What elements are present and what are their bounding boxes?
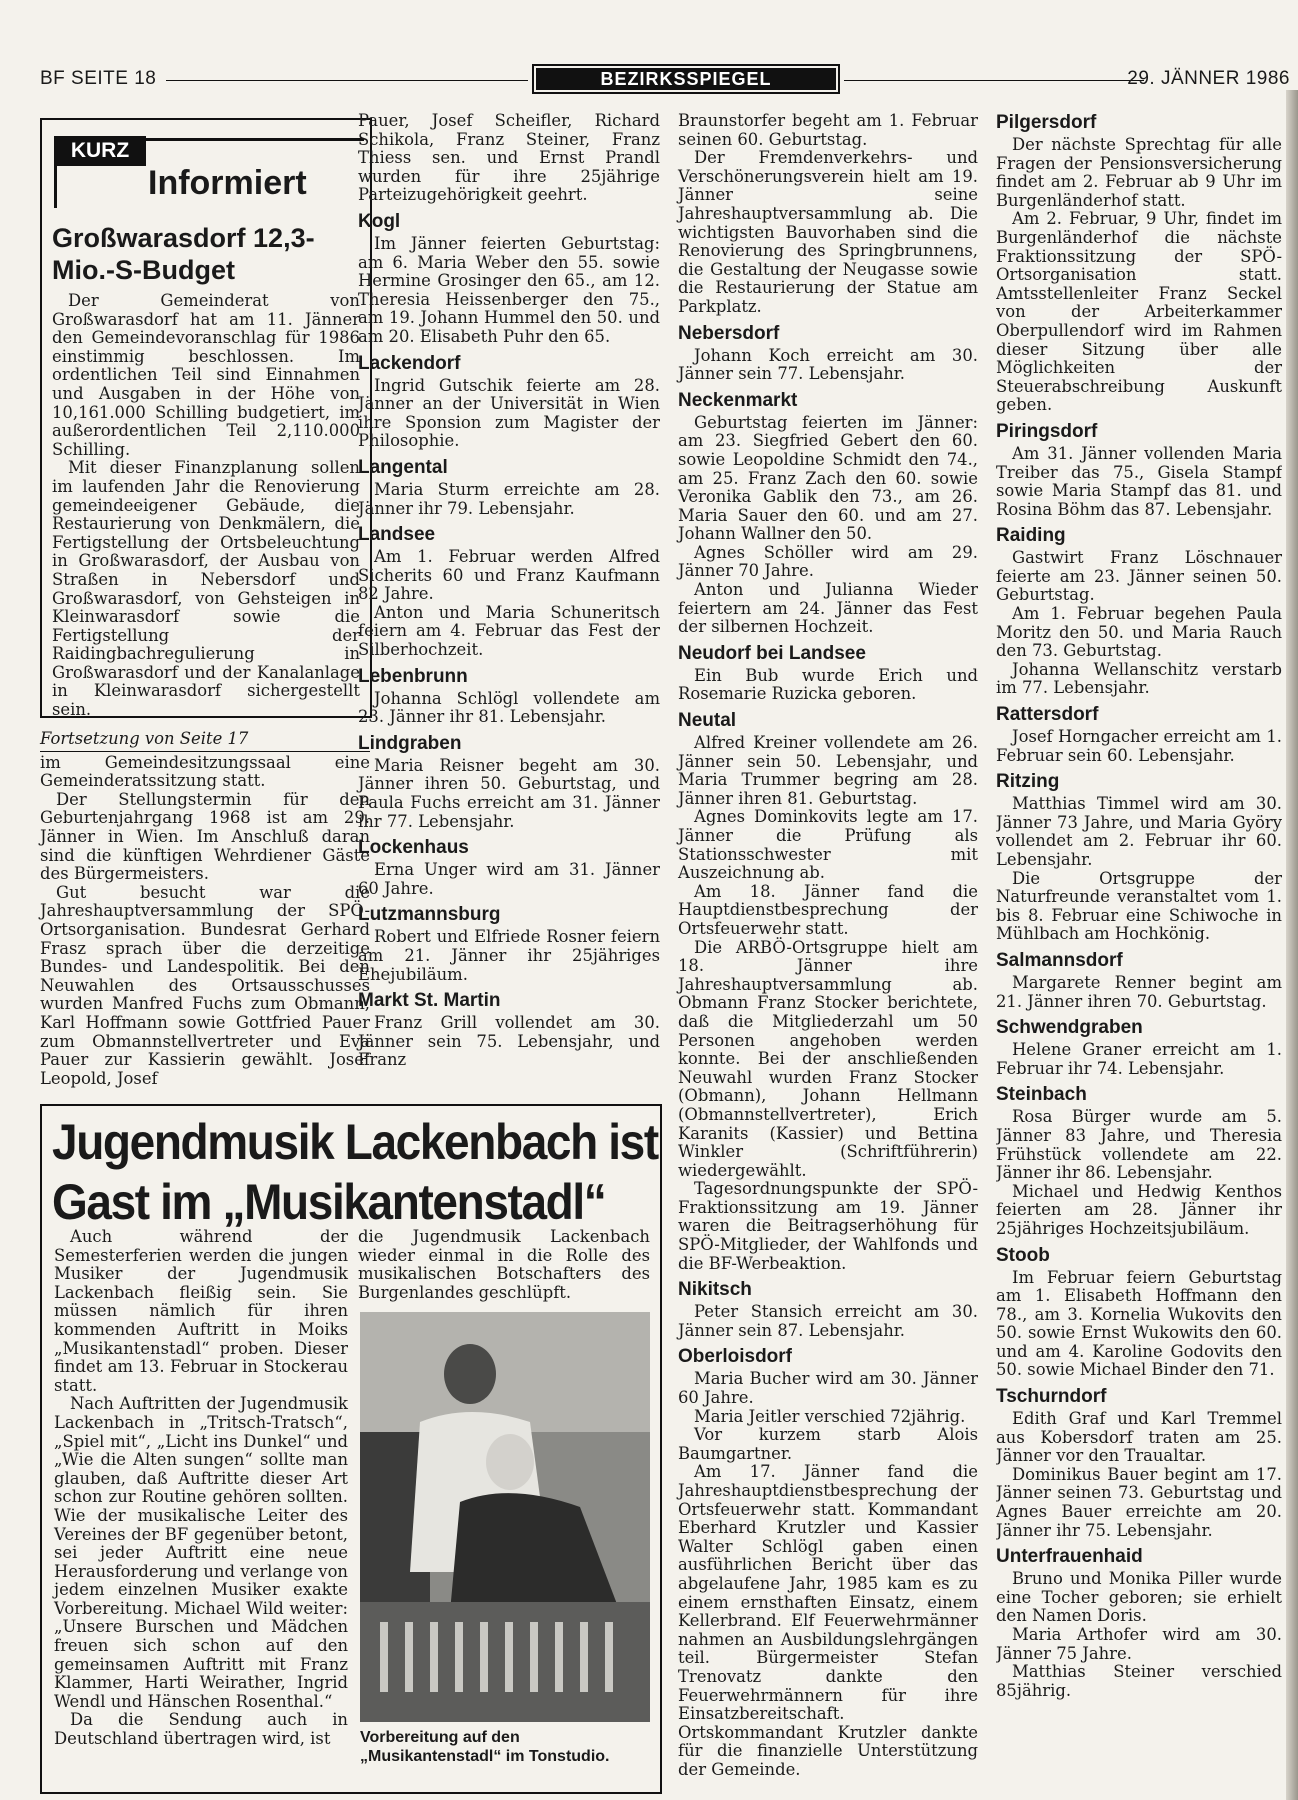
header-rule-left [166, 80, 528, 81]
feature-article [40, 1104, 662, 1794]
town-heading: Kogl [358, 210, 401, 232]
paragraph: Josef Horngacher erreicht am 1. Februar sein 60. Lebensjahr. [996, 727, 1282, 765]
town-heading: Unterfrauenhaid [996, 1546, 1143, 1568]
paragraph: Anton und Julianna Wieder feiertern am 24. Jänner das Fest der silbernen Hochzeit. [678, 580, 978, 637]
paragraph: Johann Koch erreicht am 30. Jänner sein 77. Lebensjahr. [678, 345, 978, 384]
paragraph: Maria Sturm erreichte am 28. Jänner ihr 79. Lebensjahr. [358, 479, 660, 518]
town-heading: Lockenhaus [358, 837, 469, 859]
town-heading: Ritzing [996, 771, 1060, 793]
paragraph: Vor kurzem starb Alois Baumgartner. [678, 1425, 978, 1463]
paragraph: Die ARBÖ-Ortsgruppe hielt am 18. Jänner ihre Jahreshauptversammlung ab. Obmann Franz Stocker berichtete, daß die Mitgliederzahl um 50 Personen angehoben werden konnte. Bei der anschließenden Neuwahl wurden Franz Stocker (Obmann), Johann Hellmann (Obmannstellvertreter), Erich Karanits (Kassier) und Bettina Winkler (Schriftführerin) wiedergewählt. [678, 937, 978, 1180]
studio-photo [360, 1312, 650, 1722]
town-heading: Pilgersdorf [996, 112, 1097, 133]
paragraph: Anton und Maria Schuneritsch feiern am 4. Februar das Fest der Silberhochzeit. [358, 602, 660, 660]
paragraph: Da die Sendung auch in Deutschland übertragen wird, ist [54, 1710, 348, 1749]
headline-line-2: Gast im „Musikantenstadl“ [52, 1174, 606, 1230]
paragraph: Auch während der Semesterferien werden die jungen Musiker der Jugendmusik Lackenbach fleißig sein. Sie müssen nämlich für ihren kommenden Auftritt in Moiks „Musikantenstadl“ proben. Dieser findet am 13. Februar in Stockerau statt. [54, 1227, 348, 1395]
paragraph: Maria Arthofer wird am 30. Jänner 75 Jahre. [996, 1625, 1282, 1663]
continuation-note: Fortsetzung von Seite 17 [40, 729, 249, 748]
kurz-label: KURZ [54, 136, 146, 166]
feature-column-a [54, 1228, 348, 1749]
kurz-informiert-logo [52, 124, 360, 212]
paragraph: Agnes Schöller wird am 29. Jänner 70 Jahre. [678, 542, 978, 581]
header-rule-right [844, 80, 1144, 81]
feature-column-b [358, 1228, 650, 1302]
paragraph: Agnes Dominkovits legte am 17. Jänner die Prüfung als Stationsschwester mit Auszeichnung ab. [678, 807, 978, 883]
paragraph: Erna Unger wird am 31. Jänner 60 Jahre. [358, 860, 660, 898]
paragraph: Die Ortsgruppe der Naturfreunde veranstaltet vom 1. bis 8. Februar eine Schiwoche in Mühlbach am Hochkönig. [996, 868, 1282, 944]
paragraph: Alfred Kreiner vollendete am 26. Jänner sein 50. Lebensjahr, und Maria Trummer begring am 28. Jänner ihren 81. Geburtstag. [678, 733, 978, 808]
paragraph: Geburtstag feierten im Jänner: am 23. Siegfried Gebert den 60. sowie Leopoldine Schmidt den 74., am 25. Franz Zach den 60. sowie Veronika Gablik den 73., am 26. Maria Sauer den 60. und am 27. Johann Wallner den 50. [678, 412, 978, 544]
box-text [52, 292, 360, 720]
paragraph: Der Gemeinderat von Großwarasdorf hat am 11. Jänner den Gemeindevoranschlag für 1986 einstimmig beschlossen. Im ordentlichen Teil sind Einnahmen und Ausgaben in der Höhe von 10,161.000 Schilling budgetiert, im außerordentlichen Teil 2,110.000 Schilling. [52, 291, 360, 459]
paragraph: Dominikus Bauer begint am 17. Jänner seinen 73. Geburtstag und Agnes Bauer erreichte am 20. Jänner ihr 75. Lebensjahr. [996, 1464, 1282, 1540]
paragraph: Am 17. Jänner fand die Jahreshauptdienstbesprechung der Ortsfeuerwehr statt. Kommandant Eberhard Krutzler und Kassier Walter Schlögl gaben einen ausführlichen Bericht über das abgelaufene Jahr, 1985 kam es zu einem ernsthaften Einsatz, einem Kellerbrand. Elf Feuerwehrmänner nahmen an Ausbildungslehrgängen teil. Bürgermeister Stefan Trenovatz dankte den Feuerwehrmännern für ihre Einsatzbereitschaft. Ortskommandant Krutzler dankte für die finanzielle Unterstützung der Gemeinde. [678, 1462, 978, 1779]
town-heading: Steinbach [996, 1084, 1087, 1106]
paragraph: im Gemeindesitzungssaal eine Gemeinderatssitzung statt. [40, 752, 370, 791]
column-4 [996, 112, 1282, 1792]
paragraph: Johanna Wellanschitz verstarb im 77. Lebensjahr. [996, 659, 1282, 698]
paragraph: Matthias Steiner verschied 85jährig. [996, 1662, 1282, 1700]
town-heading: Landsee [358, 524, 436, 546]
paragraph: Gastwirt Franz Löschnauer feierte am 23. Jänner seinen 50. Geburtstag. [996, 548, 1282, 605]
paragraph: Der Fremdenverkehrs- und Verschönerungsverein hielt am 19. Jänner seine Jahreshauptversammlung ab. Die wichtigsten Bauvorhaben sind die Renovierung des Springbrunnens, die Gestaltung der Neugasse sowie die Restaurierung der Statue am Parkplatz. [678, 148, 978, 316]
paragraph: Edith Graf und Karl Tremmel aus Kobersdorf traten am 25. Jänner vor den Traualtar. [996, 1409, 1282, 1466]
paragraph: Matthias Timmel wird am 30. Jänner 73 Jahre, und Maria Györy vollendet am 2. Februar ihr 60. Lebensjahr. [996, 794, 1282, 869]
town-heading: Nikitsch [678, 1279, 752, 1301]
paragraph: Der Stellungstermin für den Geburtenjahrgang 1968 ist am 29. Jänner in Wien. Im Anschluß daran sind die künftigen Wehrdiener Gäste des Bürgermeisters. [40, 789, 370, 884]
paragraph: Am 2. Februar, 9 Uhr, findet im Burgenländerhof die nächste Fraktionssitzung der SPÖ-Ortsorganisation statt. Amtsstellenleiter Franz Seckel von der Arbeiterkammer Oberpullendorf wird im Rahmen dieser Sitzung über alle Möglichkeiten der Steuerabschreibung Auskunft geben. [996, 209, 1282, 415]
issue-date: 29. JÄNNER 1986 [1127, 68, 1290, 89]
paragraph: Johanna Schlögl vollendete am 23. Jänner ihr 81. Lebensjahr. [358, 688, 660, 727]
paragraph: Maria Jeitler verschied 72jährig. [694, 1406, 966, 1426]
town-heading: Lebenbrunn [358, 665, 468, 687]
column-3 [678, 112, 978, 1780]
paragraph: Der nächste Sprechtag für alle Fragen der Pensionsversicherung findet am 2. Februar ab 9 Uhr im Burgenländerhof statt. [996, 135, 1282, 210]
paragraph: Helene Graner erreicht am 1. Februar ihr 74. Lebensjahr. [996, 1040, 1282, 1078]
paragraph: Bruno und Monika Piller wurde eine Tocher geboren; sie erhielt den Namen Doris. [996, 1569, 1282, 1626]
paragraph: Nach Auftritten der Jugendmusik Lackenbach in „Tritsch-Tratsch“, „Spiel mit“, „Licht ins Dunkel“ und „Wie die Alten sungen“ sollte man glauben, daß Auftritte dieser Art schon zur Routine gehören sollten. Wie der musikalische Leiter des Vereines der BF gegenüber betont, sei jeder Auftritt eine neue Herausforderung und verlange von jedem einzelnen Musiker exakte Vorbereitung. Michael Wild weiter: „Unsere Burschen und Mädchen freuen sich schon auf den gemeinsamen Auftritt mit Franz Klammer, Harti Weirather, Ingrid Wendl und Hänschen Rosenthal.“ [54, 1394, 348, 1711]
town-heading: Markt St. Martin [358, 990, 501, 1012]
paragraph: Mit dieser Finanzplanung sollen im laufenden Jahr die Renovierung gemeindeeigener Gebäude, die Restaurierung von Denkmälern, die Fertigstellung der Ortsbeleuchtung in Großwarasdorf, der Ausbau von Straßen in Nebersdorf und Großwarasdorf, von Gehsteigen in Kleinwarasdorf sowie die Fertigstellung der Raidingbachregulierung in Großwarasdorf und der Kanalanlage in Kleinwarasdorf sichergestellt sein. [52, 458, 360, 720]
column-1-continuation [40, 730, 370, 1088]
town-heading: Neckenmarkt [678, 389, 798, 411]
paragraph: die Jugendmusik Lackenbach wieder einmal in die Rolle des musikalischen Botschafters des Burgenlandes geschlüpft. [358, 1227, 650, 1302]
box-headline: Großwarasdorf 12,3-Mio.-S-Budget [52, 223, 315, 285]
town-heading: Rattersdorf [996, 704, 1099, 726]
paragraph: Am 18. Jänner fand die Hauptdienstbesprechung der Ortsfeuerwehr statt. [678, 881, 978, 938]
paragraph: Ein Bub wurde Erich und Rosemarie Ruzicka geboren. [678, 665, 978, 704]
page-edge [1286, 90, 1298, 1800]
town-heading: Neutal [678, 710, 737, 732]
paragraph: Rosa Bürger wurde am 5. Jänner 83 Jahre, und Theresia Frühstück vollendete am 22. Jänner ihr 86. Lebensjahr. [996, 1107, 1282, 1183]
page-header [40, 64, 1290, 98]
paragraph: Robert und Elfriede Rosner feiern am 21. Jänner ihr 25jähriges Ehejubiläum. [358, 927, 660, 984]
town-heading: Oberloisdorf [678, 1346, 793, 1368]
town-heading: Schwendgraben [996, 1017, 1143, 1039]
paragraph: Tagesordnungspunkte der SPÖ-Fraktionssitzung am 19. Jänner waren die Beitragserhöhung für SPÖ-Mitglieder, der Wahlfonds und die BF-Werbeaktion. [678, 1179, 978, 1273]
town-heading: Lackendorf [358, 352, 461, 374]
paragraph: Maria Bucher wird am 30. Jänner 60 Jahre. [678, 1369, 978, 1408]
town-heading: Piringsdorf [996, 420, 1098, 442]
town-heading: Nebersdorf [678, 322, 780, 344]
section-banner [532, 64, 840, 94]
paragraph: Im Februar feiern Geburtstag am 1. Elisabeth Hoffmann den 78., am 3. Kornelia Wukovits den 50. sowie Ernst Wukowits den 60. und am 4. Karoline Godovits den 50. sowie Michael Binder den 71. [996, 1267, 1282, 1380]
paragraph: Margarete Renner begint am 21. Jänner ihren 70. Geburtstag. [996, 972, 1282, 1011]
feature-headline [52, 1112, 658, 1232]
photo-caption: Vorbereitung auf den „Musikantenstadl“ im Tonstudio. [360, 1729, 610, 1765]
town-heading: Raiding [996, 525, 1066, 547]
paragraph: Gut besucht war die Jahreshauptversammlung der SPÖ-Ortsorganisation. Bundesrat Gerhard Frasz sprach über die derzeitige Bundes- und Landespolitik. Bei den Neuwahlen des Ortsausschusses wurden Manfred Fuchs zum Obmann, Karl Hoffmann sowie Gottfried Pauer zum Obmannstellvertreter und Eva Pauer zur Kassierin gewählt. Josef Leopold, Josef [40, 882, 370, 1088]
informiert-label: Informiert [148, 164, 307, 202]
town-heading: Salmannsdorf [996, 949, 1123, 971]
page-number: BF SEITE 18 [40, 68, 157, 89]
town-heading: Langental [358, 456, 448, 478]
town-heading: Tschurndorf [996, 1386, 1107, 1408]
paragraph: Michael und Hedwig Kenthos feierten am 28. Jänner ihr 25jähriges Hochzeitsjubiläum. [996, 1181, 1282, 1238]
town-heading: Neudorf bei Landsee [678, 642, 866, 664]
paragraph: Im Jänner feierten Geburtstag: am 6. Maria Weber den 55. sowie Hermine Grosinger den 65., am 12. Theresia Heissenberger den 75., am 19. Johann Hummel den 50. und am 20. Elisabeth Puhr den 65. [358, 233, 660, 346]
paragraph: Ingrid Gutschik feierte am 28. Jänner an der Universität in Wien ihre Sponsion zum Magister der Philosophie. [358, 375, 660, 451]
town-heading: Lutzmannsburg [358, 904, 501, 926]
paragraph: Am 31. Jänner vollenden Maria Treiber das 75., Gisela Stampf sowie Maria Stampf das 81. und Rosina Böhm das 87. Lebensjahr. [996, 443, 1282, 519]
photo-image [360, 1312, 650, 1722]
kurz-informiert-box [40, 118, 372, 718]
headline-line-1: Jugendmusik Lackenbach ist [52, 1114, 658, 1170]
town-heading: Lindgraben [358, 732, 462, 754]
paragraph: Maria Reisner begeht am 30. Jänner ihren 50. Geburtstag, und Paula Fuchs erreicht am 31. Jänner ihr 77. Lebensjahr. [358, 755, 660, 831]
paragraph: Am 1. Februar begehen Paula Moritz den 50. und Maria Rauch den 73. Geburtstag. [996, 604, 1282, 661]
paragraph: Franz Grill vollendet am 30. Jänner sein 75. Lebensjahr, und Franz [358, 1013, 660, 1070]
town-heading: Stoob [996, 1244, 1050, 1266]
paragraph: Braunstorfer begeht am 1. Februar seinen 60. Geburtstag. [678, 111, 978, 149]
section-title: BEZIRKSSPIEGEL [536, 68, 836, 90]
divider [40, 751, 370, 752]
paragraph: Am 1. Februar werden Alfred Sicherits 60 und Franz Kaufmann 82 Jahre. [358, 547, 660, 604]
paragraph: Peter Stansich erreicht am 30. Jänner sein 87. Lebensjahr. [678, 1302, 978, 1340]
column-2 [358, 112, 660, 1070]
paragraph: Pauer, Josef Scheifler, Richard Schikola, Franz Steiner, Franz Thiess sen. und Ernst Prandl wurden für ihre 25jährige Parteizugehörigkeit geehrt. [358, 111, 660, 205]
